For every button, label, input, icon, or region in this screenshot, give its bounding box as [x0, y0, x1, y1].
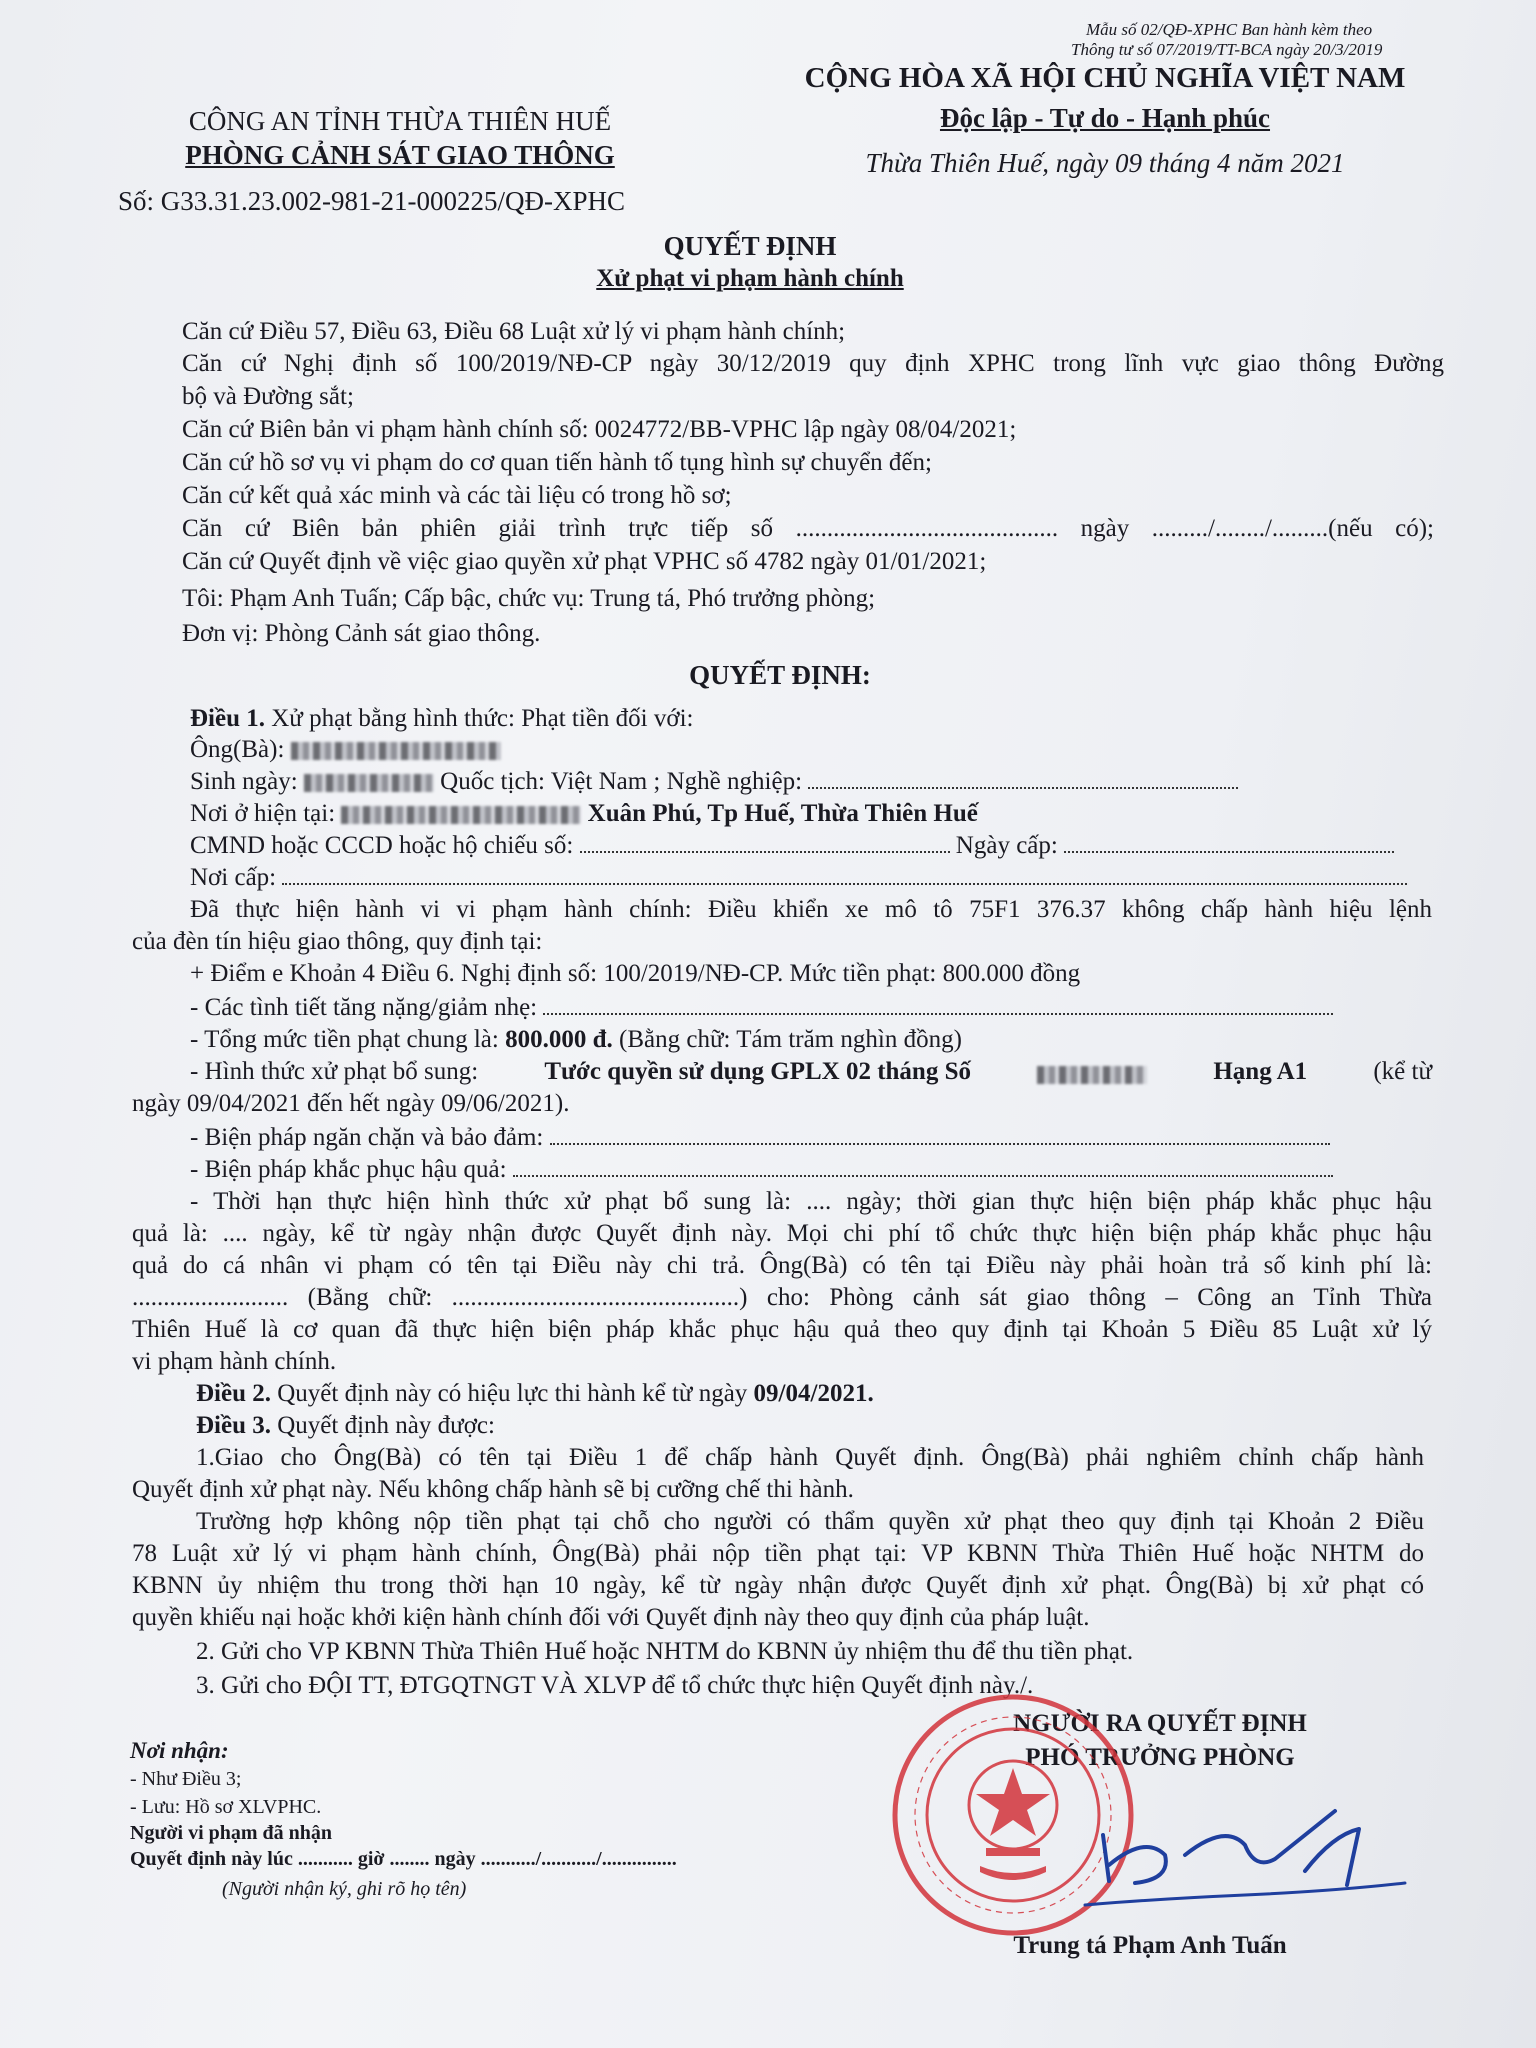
- article1-intro-text: Xử phạt bằng hình thức: Phạt tiền đối với:: [271, 705, 694, 732]
- form-ref-line1: Mẫu số 02/QĐ-XPHC Ban hành kèm theo: [1086, 20, 1373, 39]
- basis-line: Căn cứ Điều 57, Điều 63, Điều 68 Luật xử lý vi phạm hành chính;: [182, 318, 846, 345]
- extra-penalty-row: [190, 1058, 1432, 1086]
- deadline-line2: quả là: .... ngày, kể từ ngày nhận được Quyết định này. Mọi chi phí tổ chức thực hiện biện pháp khắc phục hậu: [132, 1220, 1432, 1247]
- extra-penalty-tail: (kể từ: [1373, 1058, 1432, 1085]
- recipients-heading: Nơi nhận:: [130, 1738, 229, 1763]
- article3-p3: 2. Gửi cho VP KBNN Thừa Thiên Huế hoặc NHTM do KBNN ủy nhiệm thu để thu tiền phạt.: [196, 1638, 1134, 1665]
- extra-penalty-period: ngày 09/04/2021 đến hết ngày 09/06/2021).: [132, 1090, 570, 1117]
- redacted-address: [341, 806, 581, 824]
- extra-penalty-value: Tước quyền sử dụng GPLX 02 tháng Số: [544, 1058, 971, 1085]
- article3-p2-line2: 78 Luật xử lý vi phạm hành chính, Ông(Bà) phải nộp tiền phạt tại: VP KBNN Thừa Thiên Huế hoặc NHTM do: [132, 1540, 1424, 1567]
- address-row: [190, 800, 978, 828]
- issue-place-blank: [282, 882, 1407, 885]
- article2-date: 09/04/2021.: [753, 1380, 874, 1407]
- basis-line: Căn cứ Quyết định về việc giao quyền xử phạt VPHC số 4782 ngày 01/01/2021;: [182, 548, 987, 575]
- article3-label: Điều 3.: [196, 1412, 271, 1439]
- violation-line2: của đèn tín hiệu giao thông, quy định tại:: [132, 928, 543, 955]
- basis-line: Căn cứ hồ sơ vụ vi phạm do cơ quan tiến hành tố tụng hình sự chuyển đến;: [182, 449, 932, 476]
- decision-number: Số: G33.31.23.002-981-21-000225/QĐ-XPHC: [118, 186, 626, 216]
- redacted-license-number: [1037, 1066, 1147, 1084]
- extra-penalty-label: - Hình thức xử phạt bổ sung:: [190, 1058, 479, 1085]
- article3-row: [196, 1412, 495, 1440]
- national-motto: Độc lập - Tự do - Hạnh phúc: [939, 103, 1271, 133]
- recipient-item: - Lưu: Hồ sơ XLVPHC.: [130, 1796, 322, 1818]
- basis-line: Tôi: Phạm Anh Tuấn; Cấp bậc, chức vụ: Trung tá, Phó trưởng phòng;: [182, 585, 876, 612]
- article3-p2-line4: quyền khiếu nại hoặc khởi kiện hành chính đối với Quyết định này theo quy định của pháp luật.: [132, 1604, 1090, 1631]
- license-class: Hạng A1: [1213, 1058, 1308, 1085]
- address-value: Xuân Phú, Tp Huế, Thừa Thiên Huế: [587, 800, 978, 827]
- remedy-row: [190, 1156, 1333, 1184]
- total-words: (Bằng chữ: Tám trăm nghìn đồng): [619, 1026, 962, 1053]
- total-amount: 800.000 đ.: [505, 1026, 613, 1053]
- issue-place-row: [190, 864, 1407, 892]
- remedy-blank: [513, 1174, 1333, 1177]
- deadline-line1: - Thời hạn thực hiện hình thức xử phạt bổ sung là: .... ngày; thời gian thực hiện biện pháp khắc phục hậu: [190, 1188, 1432, 1215]
- issue-date-label: Ngày cấp:: [955, 832, 1058, 859]
- name-label: Ông(Bà):: [190, 736, 285, 763]
- prevent-blank: [550, 1142, 1330, 1145]
- deadline-line3: quả do cá nhân vi phạm có tên tại Điều này chi trả. Ông(Bà) có tên tại Điều này phải hoàn trả số kinh phí là:: [132, 1252, 1432, 1279]
- circumstances-row: [190, 994, 1333, 1022]
- id-label: CMND hoặc CCCD hoặc hộ chiếu số:: [190, 832, 574, 859]
- article2-row: [196, 1380, 874, 1408]
- nation-title: CỘNG HÒA XÃ HỘI CHỦ NGHĨA VIỆT NAM: [804, 62, 1406, 94]
- circumstances-label: - Các tình tiết tăng nặng/giảm nhẹ:: [190, 994, 538, 1021]
- article1-label: Điều 1.: [190, 705, 265, 732]
- article2-label: Điều 2.: [196, 1380, 271, 1407]
- signature: [1075, 1795, 1415, 1925]
- article2-text: Quyết định này có hiệu lực thi hành kể từ ngày: [277, 1380, 748, 1407]
- address-label: Nơi ở hiện tại:: [190, 800, 336, 827]
- basis-line: bộ và Đường sắt;: [182, 383, 354, 410]
- article3-p4: 3. Gửi cho ĐỘI TT, ĐTGQTNGT VÀ XLVP để tổ chức thực hiện Quyết định này./.: [196, 1672, 1034, 1699]
- redacted-dob: [304, 774, 434, 792]
- basis-line: Căn cứ kết quả xác minh và các tài liệu có trong hồ sơ;: [182, 482, 732, 509]
- prevent-row: [190, 1124, 1330, 1152]
- signer-title: NGƯỜI RA QUYẾT ĐỊNH: [1013, 1710, 1307, 1737]
- recipient-item: - Như Điều 3;: [130, 1768, 242, 1790]
- article1-intro: [190, 705, 693, 733]
- article3-p1-line2: Quyết định xử phạt này. Nếu không chấp hành sẽ bị cưỡng chế thi hành.: [132, 1476, 854, 1503]
- article3-p2-line3: KBNN ủy nhiệm thu trong thời hạn 10 ngày, kể từ ngày nhận được Quyết định xử phạt. Ông(Bà) bị xử phạt có: [132, 1572, 1424, 1599]
- total-label: - Tổng mức tiền phạt chung là:: [190, 1026, 499, 1053]
- total-fine-row: [190, 1026, 962, 1054]
- redacted-name: [291, 742, 501, 760]
- basis-line: Đơn vị: Phòng Cảnh sát giao thông.: [182, 620, 541, 647]
- deadline-line4: ......................... (Bằng chữ: ..............................................) cho: Phòng cảnh sát giao thông – Công an Tỉnh Thừa: [132, 1284, 1432, 1311]
- id-blank: [580, 850, 950, 853]
- place-and-date: Thừa Thiên Huế, ngày 09 tháng 4 năm 2021: [865, 148, 1345, 178]
- department-name: PHÒNG CẢNH SÁT GIAO THÔNG: [185, 140, 615, 170]
- person-name-row: [190, 736, 501, 764]
- received-line1: Người vi phạm đã nhận: [130, 1822, 333, 1844]
- decision-heading: QUYẾT ĐỊNH:: [689, 660, 871, 690]
- document-subtitle: Xử phạt vi phạm hành chính: [596, 265, 904, 292]
- deadline-line5: Thiên Huế là cơ quan đã thực hiện biện pháp khắc phục hậu quả theo quy định tại Khoản 5 Điều 85 Luật xử lý: [132, 1316, 1432, 1343]
- occupation-blank: [808, 786, 1238, 789]
- circumstances-blank: [543, 1012, 1333, 1015]
- basis-line: Căn cứ Nghị định số 100/2019/NĐ-CP ngày 30/12/2019 quy định XPHC trong lĩnh vực giao thông Đường: [182, 350, 1444, 377]
- id-row: [190, 832, 1394, 860]
- article3-p1-line1: 1.Giao cho Ông(Bà) có tên tại Điều 1 để chấp hành Quyết định. Ông(Bà) phải nghiêm chỉnh chấp hành: [196, 1444, 1424, 1471]
- remedy-label: - Biện pháp khắc phục hậu quả:: [190, 1156, 507, 1183]
- basis-line: Căn cứ Biên bản phiên giải trình trực tiếp số .......................................... ngày ........./......../.........(nếu có);: [182, 515, 1434, 542]
- deadline-line6: vi phạm hành chính.: [132, 1348, 337, 1375]
- basis-line: Căn cứ Biên bản vi phạm hành chính số: 0024772/BB-VPHC lập ngày 08/04/2021;: [182, 416, 1017, 443]
- dob-label: Sinh ngày:: [190, 768, 298, 795]
- dob-row: [190, 768, 1238, 796]
- signer-name: Trung tá Phạm Anh Tuấn: [1013, 1932, 1287, 1959]
- signer-position: PHÓ TRƯỞNG PHÒNG: [1025, 1744, 1295, 1771]
- prevent-label: - Biện pháp ngăn chặn và bảo đảm:: [190, 1124, 544, 1151]
- article3-intro: Quyết định này được:: [277, 1412, 495, 1439]
- document-title: QUYẾT ĐỊNH: [663, 231, 837, 261]
- issue-date-blank: [1064, 850, 1394, 853]
- article3-p2-line1: Trường hợp không nộp tiền phạt tại chỗ cho người có thẩm quyền xử phạt theo quy định tại Khoản 2 Điều: [196, 1508, 1424, 1535]
- nationality-text: Quốc tịch: Việt Nam ; Nghề nghiệp:: [440, 768, 803, 795]
- agency-name: CÔNG AN TỈNH THỪA THIÊN HUẾ: [188, 106, 612, 136]
- received-line2: Quyết định này lúc ........... giờ ........ ngày .........../.........../...............: [130, 1848, 677, 1870]
- regulation-line: + Điểm e Khoản 4 Điều 6. Nghị định số: 100/2019/NĐ-CP. Mức tiền phạt: 800.000 đồng: [190, 960, 1081, 987]
- violation-line1: Đã thực hiện hành vi vi phạm hành chính: Điều khiển xe mô tô 75F1 376.37 không chấp hành hiệu lệnh: [190, 896, 1432, 923]
- form-ref-line2: Thông tư số 07/2019/TT-BCA ngày 20/3/2019: [1071, 40, 1383, 59]
- issue-place-label: Nơi cấp:: [190, 864, 277, 891]
- received-note: (Người nhận ký, ghi rõ họ tên): [222, 1878, 467, 1900]
